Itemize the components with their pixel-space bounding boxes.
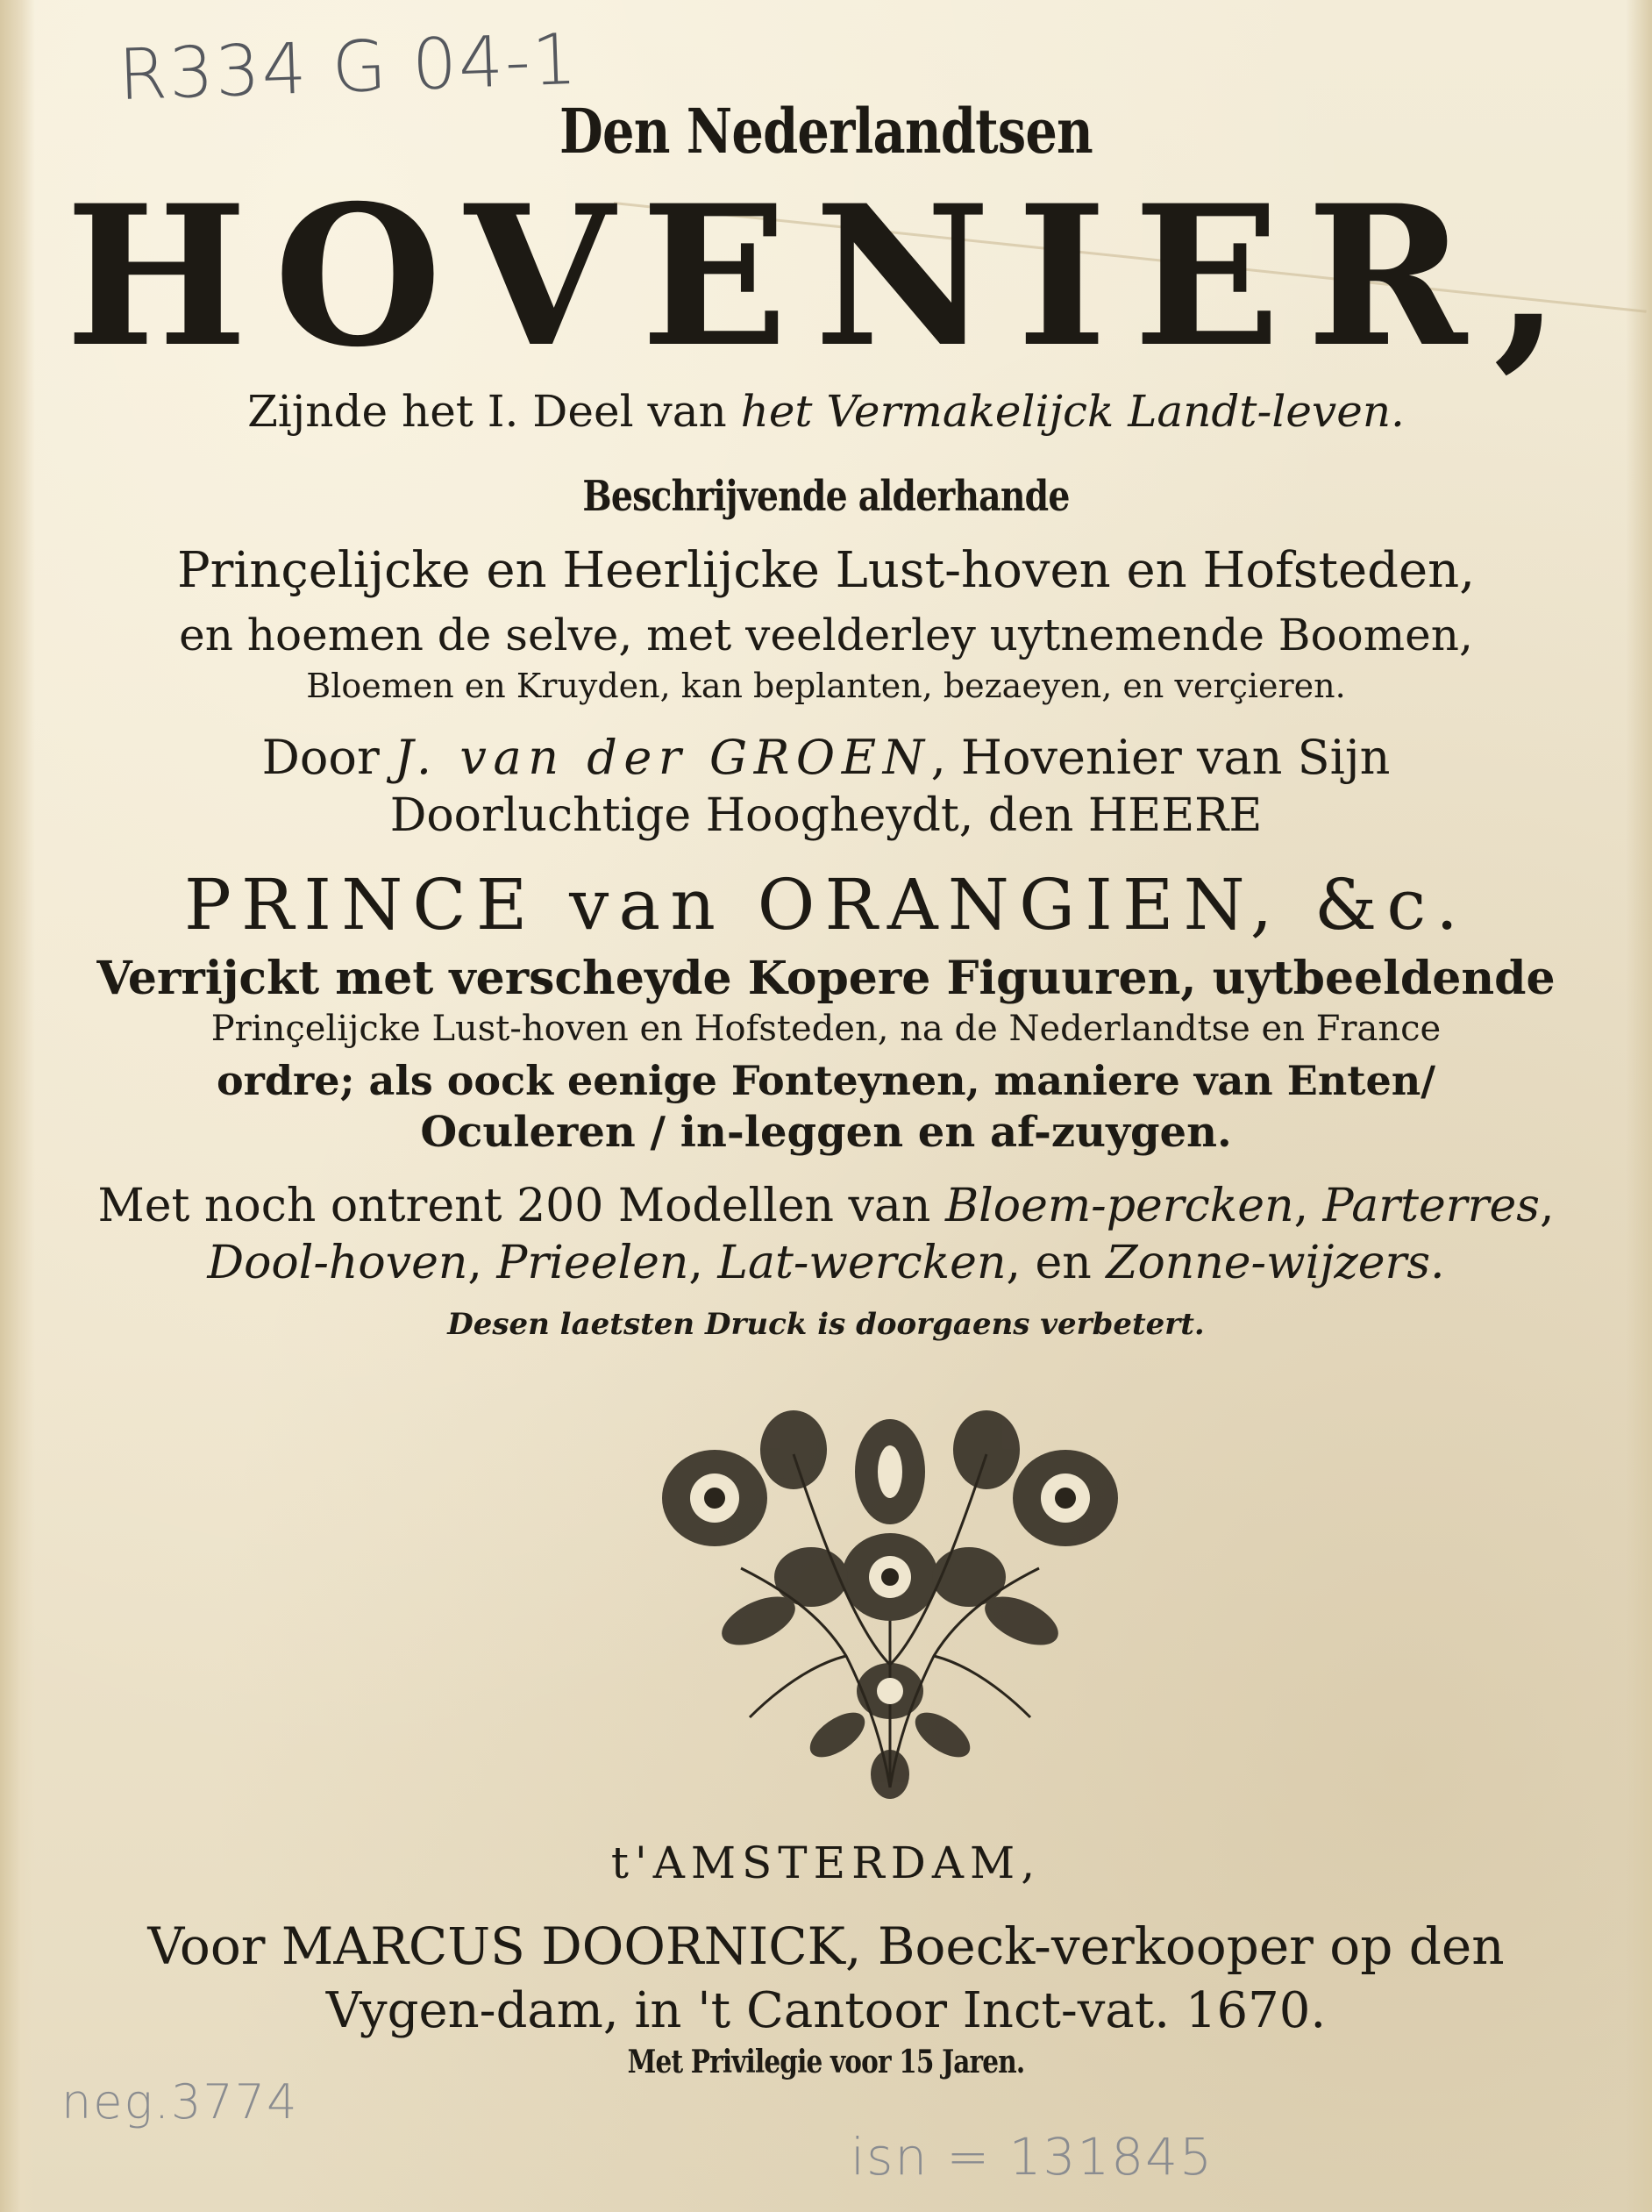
models-parterres: Parterres bbox=[1322, 1180, 1540, 1232]
edition-note: Desen laetsten Druck is doorgaens verbetert. bbox=[447, 1307, 1205, 1342]
imprint-line-1: Voor MARCUS DOORNICK, Boeck-verkooper op den bbox=[147, 1916, 1505, 1976]
models-prieelen: Prieelen bbox=[496, 1237, 689, 1289]
models-comma: , bbox=[1539, 1180, 1555, 1232]
isn-annotation: isn = 131845 bbox=[851, 2127, 1214, 2187]
author-name: J. van der GROEN bbox=[394, 730, 931, 785]
enriched-line-3: ordre; als oock eenige Fonteynen, maniere van Enten/ bbox=[216, 1057, 1436, 1104]
models-lat: Lat-wercken bbox=[717, 1237, 1007, 1289]
privilege-line: Met Privilegie voor 15 Jaren. bbox=[627, 2044, 1025, 2080]
subtitle-plain: Zijnde het I. Deel van bbox=[247, 386, 741, 437]
models-plain: Met noch ontrent 200 Modellen van bbox=[97, 1180, 945, 1232]
description-line-4: Bloemen en Kruyden, kan beplanten, bezaeyen, en verçieren. bbox=[306, 667, 1346, 705]
author-door: Door bbox=[261, 730, 395, 785]
prince-line: PRINCE van ORANGIEN, &c. bbox=[183, 864, 1469, 945]
models-dool: Dool-hoven bbox=[207, 1237, 468, 1289]
models-sep2: , bbox=[467, 1237, 497, 1289]
author-rest: , Hovenier van Sijn bbox=[930, 730, 1391, 785]
models-en: , en bbox=[1006, 1237, 1107, 1289]
author-line-2: Doorluchtige Hoogheydt, den HEERE bbox=[389, 789, 1263, 842]
main-title: HOVENIER, bbox=[65, 162, 1587, 389]
models-sep3: , bbox=[688, 1237, 718, 1289]
title-line-1: Den Nederlandtsen bbox=[559, 95, 1093, 168]
enriched-line-4: Oculeren / in-leggen en af-zuygen. bbox=[420, 1108, 1232, 1157]
negative-number-annotation: neg.3774 bbox=[61, 2074, 299, 2130]
subtitle-italic: het Vermakelijck Landt-leven. bbox=[740, 386, 1405, 437]
author-line bbox=[0, 730, 1652, 785]
models-zonne: Zonne-wijzers. bbox=[1106, 1237, 1445, 1289]
models-sep1: , bbox=[1293, 1180, 1323, 1232]
call-number-annotation: R334 G 04-1 bbox=[117, 18, 580, 117]
enriched-line-1: Verrijckt met verscheyde Kopere Figuuren, uytbeeldende bbox=[96, 952, 1556, 1005]
models-line-2 bbox=[0, 1237, 1652, 1289]
description-line-3: en hoemen de selve, met veelderley uytnemende Boomen, bbox=[179, 610, 1473, 660]
imprint-line-2: Vygen-dam, in 't Cantoor Inct-vat. 1670. bbox=[325, 1982, 1327, 2039]
imprint-city: t'AMSTERDAM, bbox=[610, 1837, 1042, 1888]
floral-ornament bbox=[644, 1402, 1136, 1805]
description-line-1: Beschrijvende alderhande bbox=[582, 472, 1070, 521]
models-bloem: Bloem-percken bbox=[944, 1180, 1294, 1232]
subtitle bbox=[0, 386, 1652, 437]
description-line-2: Prinçelijcke en Heerlijcke Lust-hoven en Hofsteden, bbox=[176, 542, 1476, 599]
enriched-line-2: Prinçelijcke Lust-hoven en Hofsteden, na de Nederlandtse en France bbox=[210, 1009, 1442, 1049]
models-line-1 bbox=[0, 1180, 1652, 1232]
